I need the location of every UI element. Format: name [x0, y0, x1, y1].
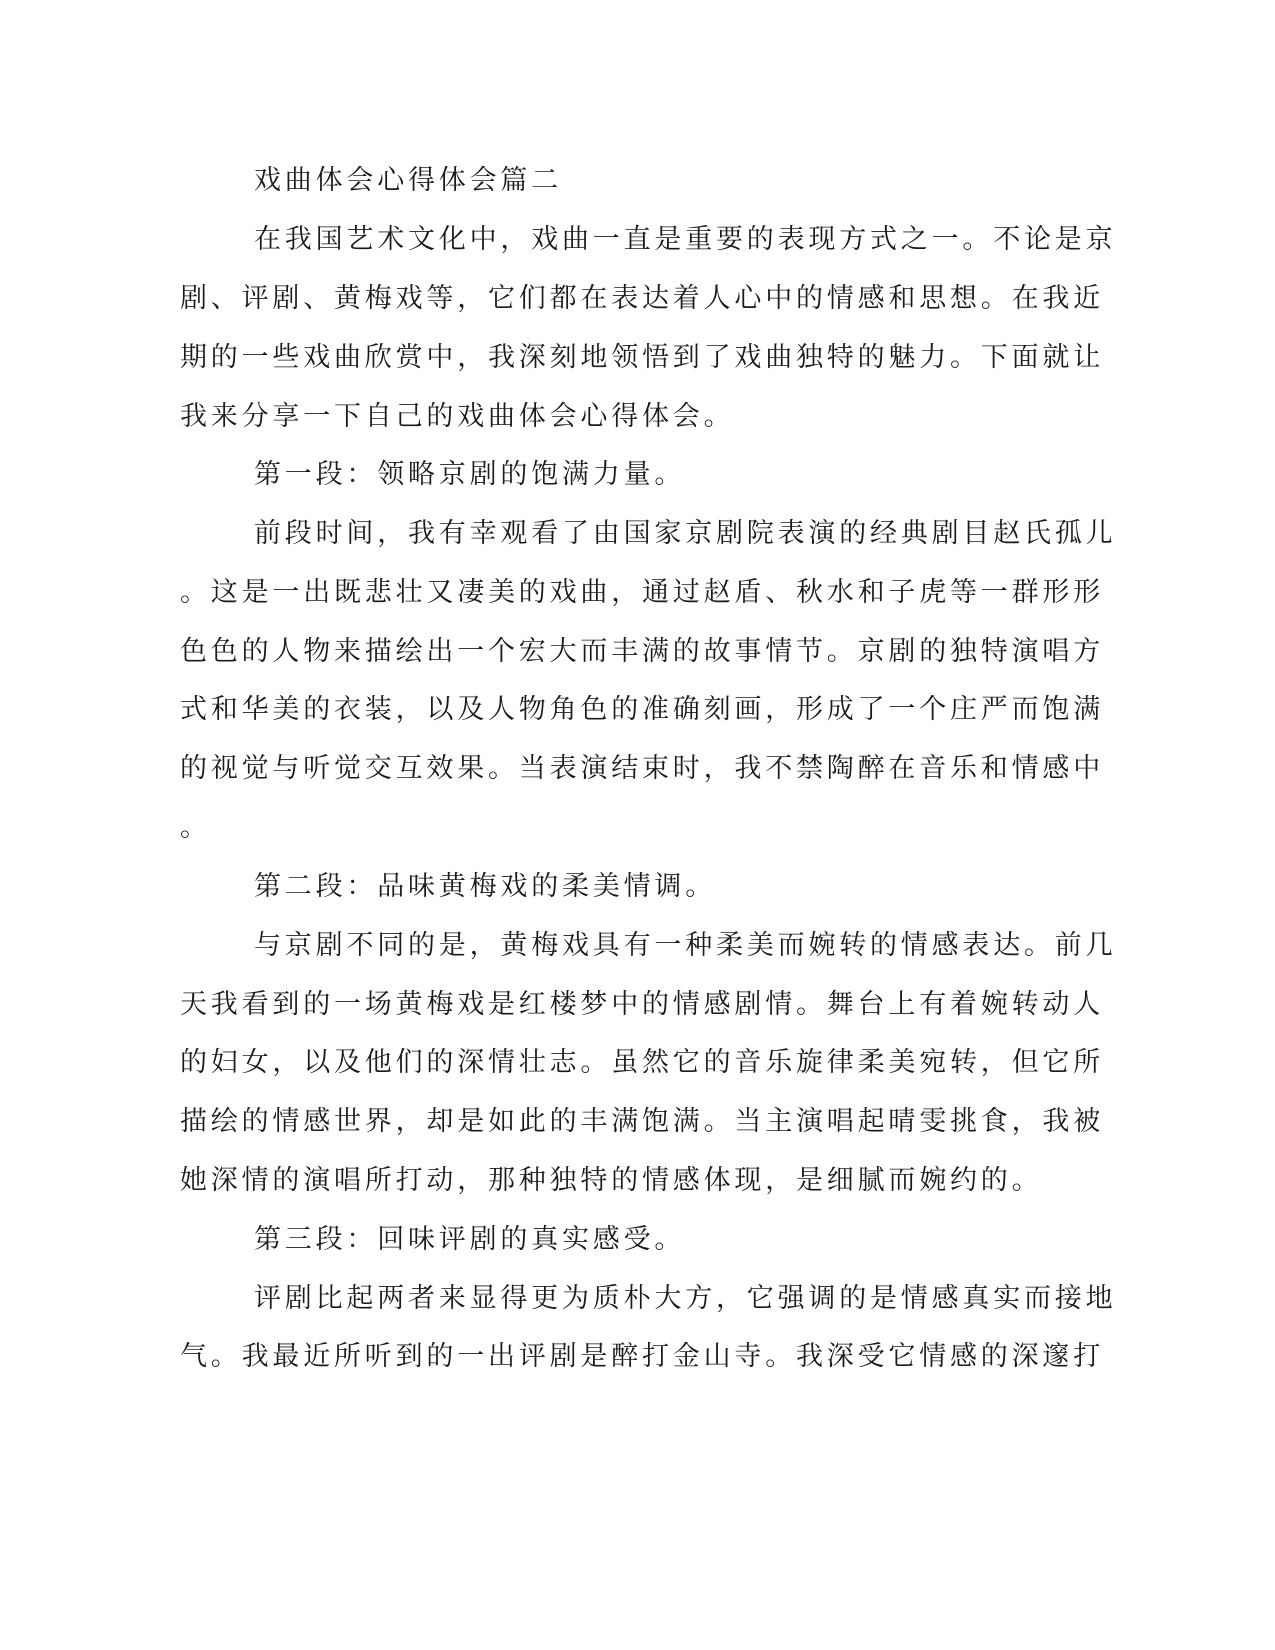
paragraph-line: 描绘的情感世界，却是如此的丰满饱满。当主演唱起晴雯挑食，我被: [180, 1106, 1104, 1137]
paragraph-line: 我来分享一下自己的戏曲体会心得体会。: [180, 401, 735, 432]
paragraph-line: 色色的人物来描绘出一个宏大而丰满的故事情节。京剧的独特演唱方: [180, 636, 1104, 667]
paragraph-line: 评剧比起两者来显得更为质朴大方，它强调的是情感真实而接地: [254, 1283, 1117, 1314]
section-heading: 第二段：品味黄梅戏的柔美情调。: [254, 871, 716, 902]
paragraph-line: 的妇女，以及他们的深情壮志。虽然它的音乐旋律柔美宛转，但它所: [180, 1047, 1104, 1078]
paragraph-line: 气。我最近所听到的一出评剧是醉打金山寺。我深受它情感的深邃打: [180, 1341, 1104, 1372]
document-title: 戏曲体会心得体会篇二: [254, 165, 562, 196]
paragraph-line: 期的一些戏曲欣赏中，我深刻地领悟到了戏曲独特的魅力。下面就让: [180, 342, 1104, 373]
section-heading: 第三段：回味评剧的真实感受。: [254, 1224, 686, 1255]
paragraph-line: 与京剧不同的是，黄梅戏具有一种柔美而婉转的情感表达。前几: [254, 930, 1117, 961]
paragraph-line: 。这是一出既悲壮又凄美的戏曲，通过赵盾、秋水和子虎等一群形形: [180, 577, 1104, 608]
paragraph-line: 在我国艺术文化中，戏曲一直是重要的表现方式之一。不论是京: [254, 224, 1117, 255]
paragraph-line: 天我看到的一场黄梅戏是红楼梦中的情感剧情。舞台上有着婉转动人: [180, 989, 1104, 1020]
paragraph-line: 的视觉与听觉交互效果。当表演结束时，我不禁陶醉在音乐和情感中: [180, 753, 1104, 784]
paragraph-line: 前段时间，我有幸观看了由国家京剧院表演的经典剧目赵氏孤儿: [254, 518, 1117, 549]
paragraph-line: 。: [180, 812, 211, 843]
paragraph-line: 式和华美的衣装，以及人物角色的准确刻画，形成了一个庄严而饱满: [180, 694, 1104, 725]
paragraph-line: 她深情的演唱所打动，那种独特的情感体现，是细腻而婉约的。: [180, 1165, 1043, 1196]
paragraph-line: 剧、评剧、黄梅戏等，它们都在表达着人心中的情感和思想。在我近: [180, 283, 1104, 314]
section-heading: 第一段：领略京剧的饱满力量。: [254, 459, 686, 490]
